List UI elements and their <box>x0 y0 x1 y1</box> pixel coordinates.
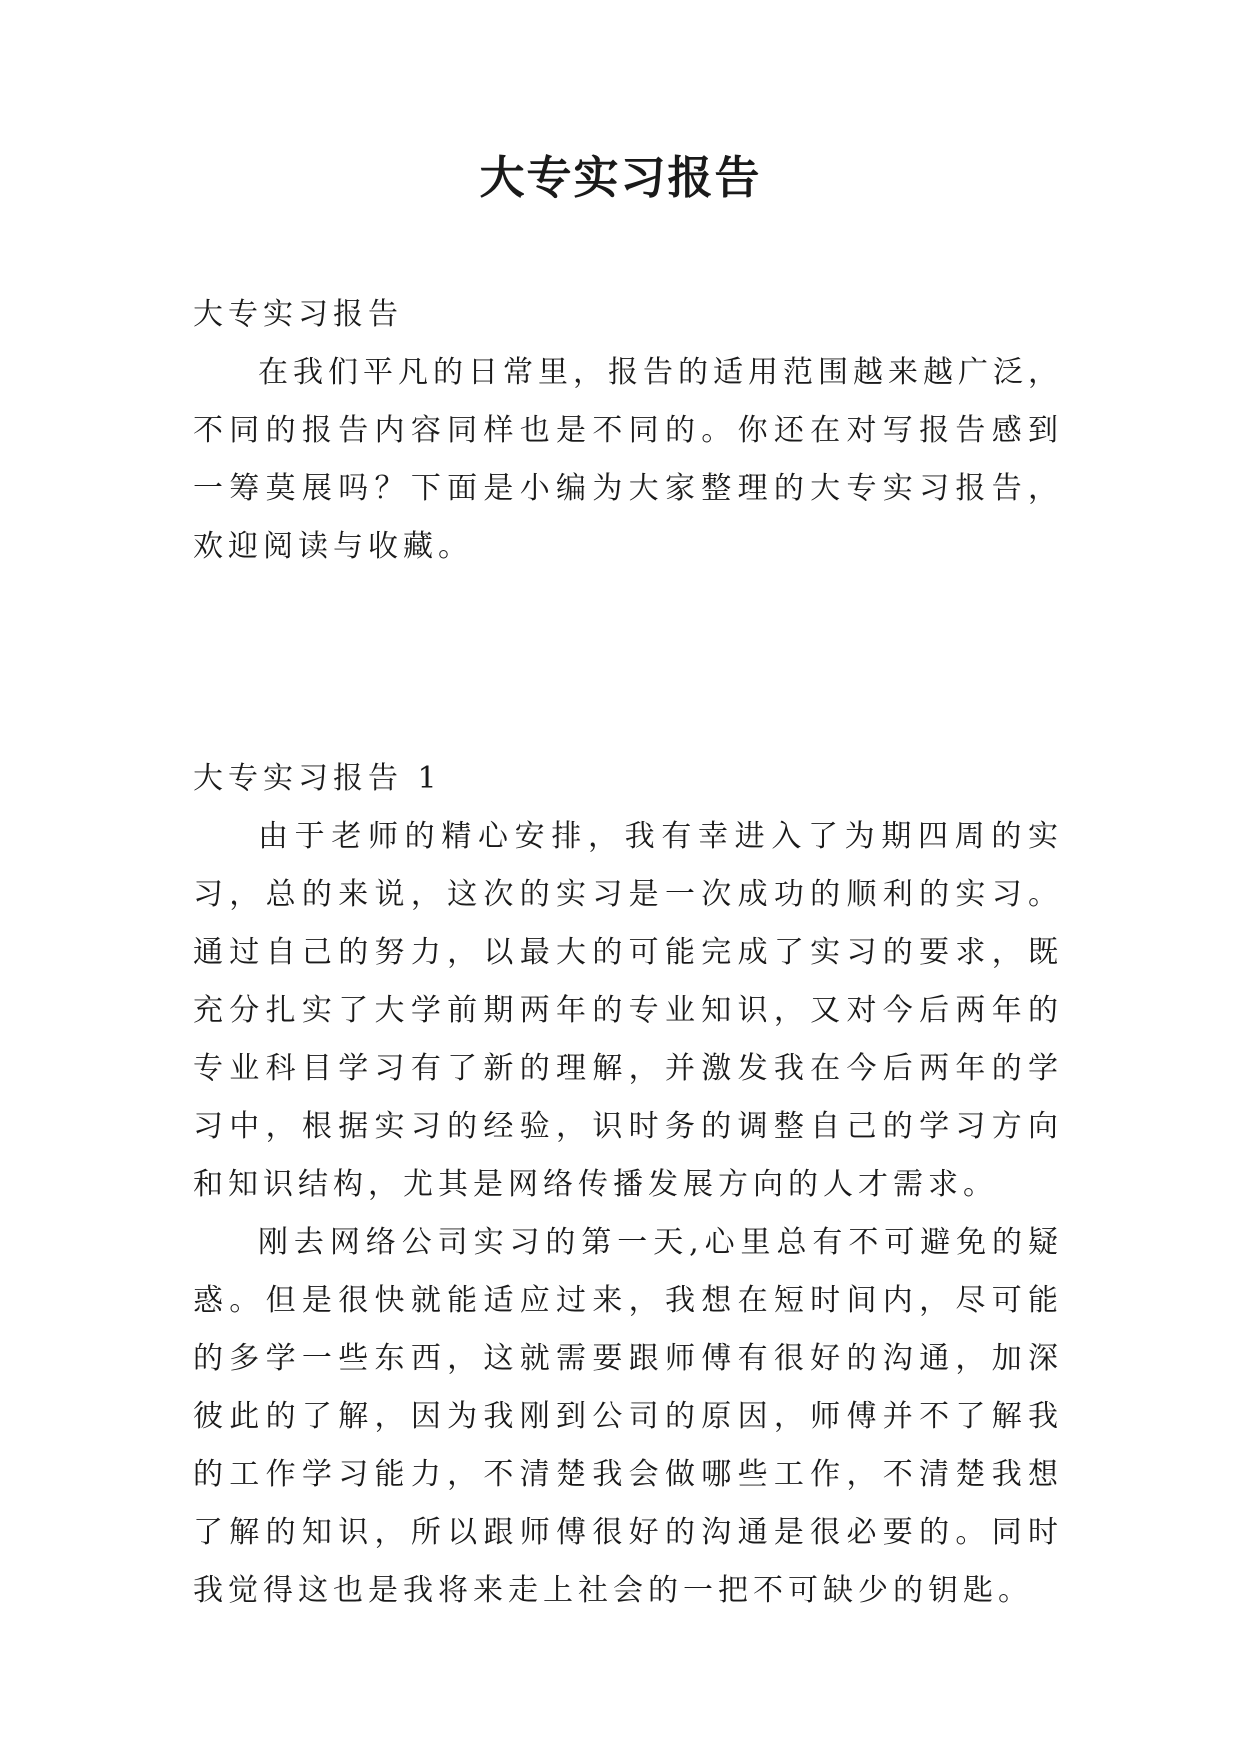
section1-heading: 大专实习报告 1 <box>193 761 442 796</box>
section-spacer <box>193 576 1063 750</box>
document-title: 大专实习报告 <box>479 151 762 204</box>
section1-paragraph-2: 刚去网络公司实习的第一天,心里总有不可避免的疑惑。但是很快就能适应过来，我想在短时间内，尽可能的多学一些东西，这就需要跟师傅有很好的沟通，加深彼此的了解，因为我刚到公司的原因，师傅并不了解我的工作学习能力，不清楚我会做哪些工作，不清楚我想了解的知识，所以跟师傅很好的沟通是很必要的。同时我觉得这也是我将来走上社会的一把不可缺少的钥匙。 <box>193 1225 1063 1608</box>
document-body <box>193 286 1063 1620</box>
intro-paragraph: 在我们平凡的日常里，报告的适用范围越来越广泛，不同的报告内容同样也是不同的。你还在对写报告感到一筹莫展吗？下面是小编为大家整理的大专实习报告，欢迎阅读与收藏。 <box>193 355 1063 564</box>
intro-heading: 大专实习报告 <box>193 297 403 332</box>
section1-paragraph-1: 由于老师的精心安排，我有幸进入了为期四周的实习，总的来说，这次的实习是一次成功的顺利的实习。通过自己的努力，以最大的可能完成了实习的要求，既充分扎实了大学前期两年的专业知识，又对今后两年的专业科目学习有了新的理解，并激发我在今后两年的学习中，根据实习的经验，识时务的调整自己的学习方向和知识结构，尤其是网络传播发展方向的人才需求。 <box>193 819 1063 1202</box>
